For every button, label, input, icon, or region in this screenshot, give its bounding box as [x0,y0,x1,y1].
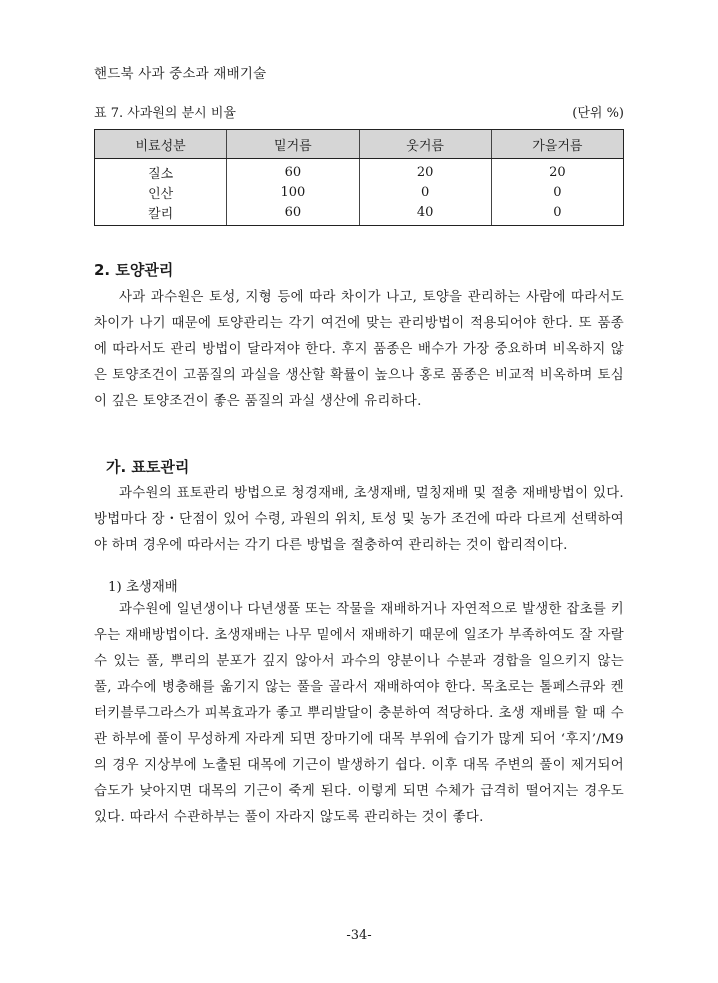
table-caption-row [94,102,624,122]
table-row [95,202,624,226]
table-cell: 60 [227,202,359,226]
table-header-cell: 비료성분 [95,130,227,159]
page-number: -34- [346,928,372,943]
table-cell: 0 [491,182,623,202]
table-header-cell: 가을거름 [491,130,623,159]
table-caption: 표 7. 사과원의 분시 비율 [94,106,236,121]
table-cell: 칼리 [95,202,227,226]
table-row [95,182,624,202]
table-header-row [95,130,624,159]
table-cell: 0 [491,202,623,226]
table-cell: 20 [359,159,491,183]
item-paragraph: 과수원에 일년생이나 다년생풀 또는 작물을 재배하거나 자연적으로 발생한 잡초를 키우는 재배방법이다. 초생재배는 나무 밑에서 재배하기 때문에 일조가 부족하여도 잘 자랄 수 있는 풀, 뿌리의 분포가 깊지 않아서 과수의 양분이나 수분과 경합을 일으키지 않는 풀, 과수에 병충해를 옮기지 않는 풀을 골라서 재배하여야 한다. 목초로는 톨페스큐와 켄터키블루그라스가 피복효과가 좋고 뿌리발달이 충분하여 적당하다. 초생 재배를 할 때 수관 하부에 풀이 무성하게 자라게 되면 장마기에 대목 부위에 습기가 많게 되어 ‘후지’/M9의 경우 지상부에 노출된 대목에 기근이 발생하기 쉽다. 이후 대목 주변의 풀이 제거되어 습도가 낮아지면 대목의 기근이 죽게 된다. 이렇게 되면 수체가 급격히 떨어지는 경우도 있다. 따라서 수관하부는 풀이 자라지 않도록 관리하는 것이 좋다. [94,602,624,825]
item-heading-sod-culture: 1) 초생재배 [108,580,178,595]
table-cell: 인산 [95,182,227,202]
fertilizer-split-table [94,129,624,226]
table-cell: 40 [359,202,491,226]
table-cell: 60 [227,159,359,183]
table-cell: 20 [491,159,623,183]
table-cell: 질소 [95,159,227,183]
table-header-cell: 밑거름 [227,130,359,159]
subsection-paragraph: 과수원의 표토관리 방법으로 청경재배, 초생재배, 멀칭재배 및 절충 재배방법이 있다. 방법마다 장・단점이 있어 수령, 과원의 위치, 토성 및 농가 조건에 따라 다르게 선택하여야 하며 경우에 따라서는 각기 다른 방법을 절충하여 관리하는 것이 합리적이다. [94,486,624,553]
table-unit: (단위 %) [572,106,624,121]
section-paragraph: 사과 과수원은 토성, 지형 등에 따라 차이가 나고, 토양을 관리하는 사람에 따라서도 차이가 나기 때문에 토양관리는 각기 여건에 맞는 관리방법이 적용되어야 한다. 또 품종에 따라서도 관리 방법이 달라져야 한다. 후지 품종은 배수가 가장 중요하며 비옥하지 않은 토양조건이 고품질의 과실을 생산할 확률이 높으나 홍로 품종은 비교적 비옥하며 토심이 깊은 토양조건이 좋은 품질의 과실 생산에 유리하다. [94,290,624,409]
section-heading-soil-management: 2. 토양관리 [94,261,174,279]
table-cell: 100 [227,182,359,202]
subsection-heading-surface-soil: 가. 표토관리 [106,458,190,476]
table-row [95,159,624,183]
table-cell: 0 [359,182,491,202]
running-head: 핸드북 사과 중소과 재배기술 [94,66,267,82]
table-header-cell: 웃거름 [359,130,491,159]
